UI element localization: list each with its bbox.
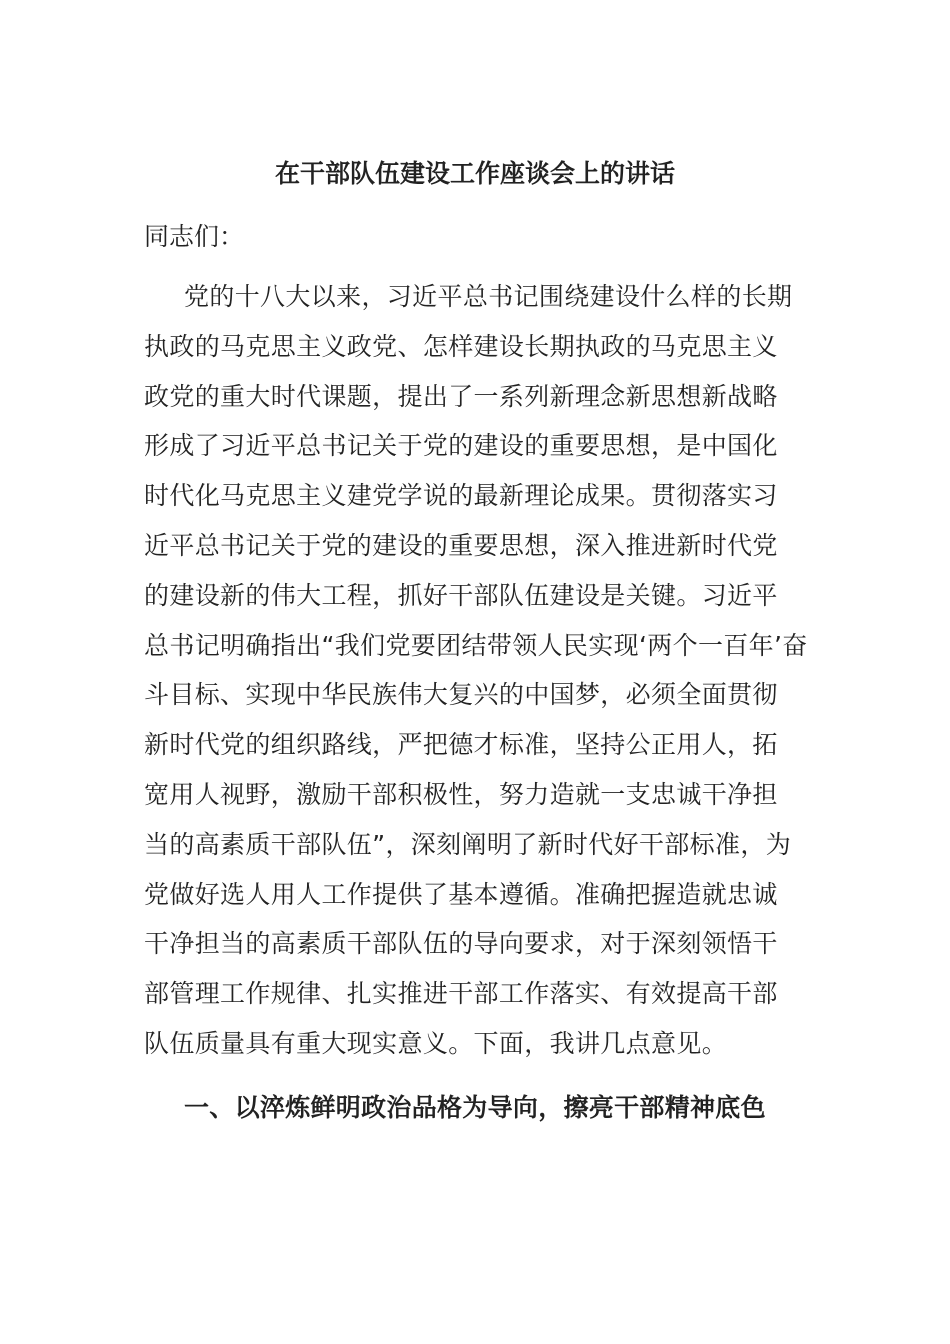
paragraph-line: 新时代党的组织路线，严把德才标准，坚持公正用人，拓 [144, 730, 778, 760]
paragraph-line: 干净担当的高素质干部队伍的导向要求，对于深刻领悟干 [144, 929, 778, 959]
body-paragraph [144, 276, 816, 1073]
paragraph-line: 党的十八大以来，习近平总书记围绕建设什么样的长期 [184, 282, 793, 311]
paragraph-line: 时代化马克思主义建党学说的最新理论成果。贯彻落实习 [144, 481, 778, 511]
paragraph-line: 宽用人视野，激励干部积极性，努力造就一支忠诚干净担 [144, 779, 778, 809]
paragraph-line: 队伍质量具有重大现实意义。下面，我讲几点意见。 [144, 1028, 728, 1058]
paragraph-line: 近平总书记关于党的建设的重要思想，深入推进新时代党 [144, 530, 778, 560]
paragraph-line: 总书记明确指出“我们党要团结带领人民实现‘两个一百年’奋 [144, 630, 808, 660]
paragraph-line: 的建设新的伟大工程，抓好干部队伍建设是关键。习近平 [144, 580, 778, 610]
paragraph-line: 形成了习近平总书记关于党的建设的重要思想，是中国化 [144, 431, 778, 461]
paragraph-line: 斗目标、实现中华民族伟大复兴的中国梦，必须全面贯彻 [144, 680, 778, 710]
paragraph-line: 部管理工作规律、扎实推进干部工作落实、有效提高干部 [144, 979, 778, 1009]
section-heading: 一、以淬炼鲜明政治品格为导向，擦亮干部精神底色 [184, 1093, 766, 1122]
paragraph-line: 党做好选人用人工作提供了基本遵循。准确把握造就忠诚 [144, 879, 778, 909]
paragraph-line: 执政的马克思主义政党、怎样建设长期执政的马克思主义 [144, 331, 778, 361]
paragraph-line: 政党的重大时代课题，提出了一系列新理念新思想新战略 [144, 381, 778, 411]
document-title: 在干部队伍建设工作座谈会上的讲话 [274, 159, 675, 188]
greeting: 同志们： [144, 222, 245, 251]
paragraph-line: 当的高素质干部队伍”，深刻阐明了新时代好干部标准，为 [144, 829, 792, 859]
